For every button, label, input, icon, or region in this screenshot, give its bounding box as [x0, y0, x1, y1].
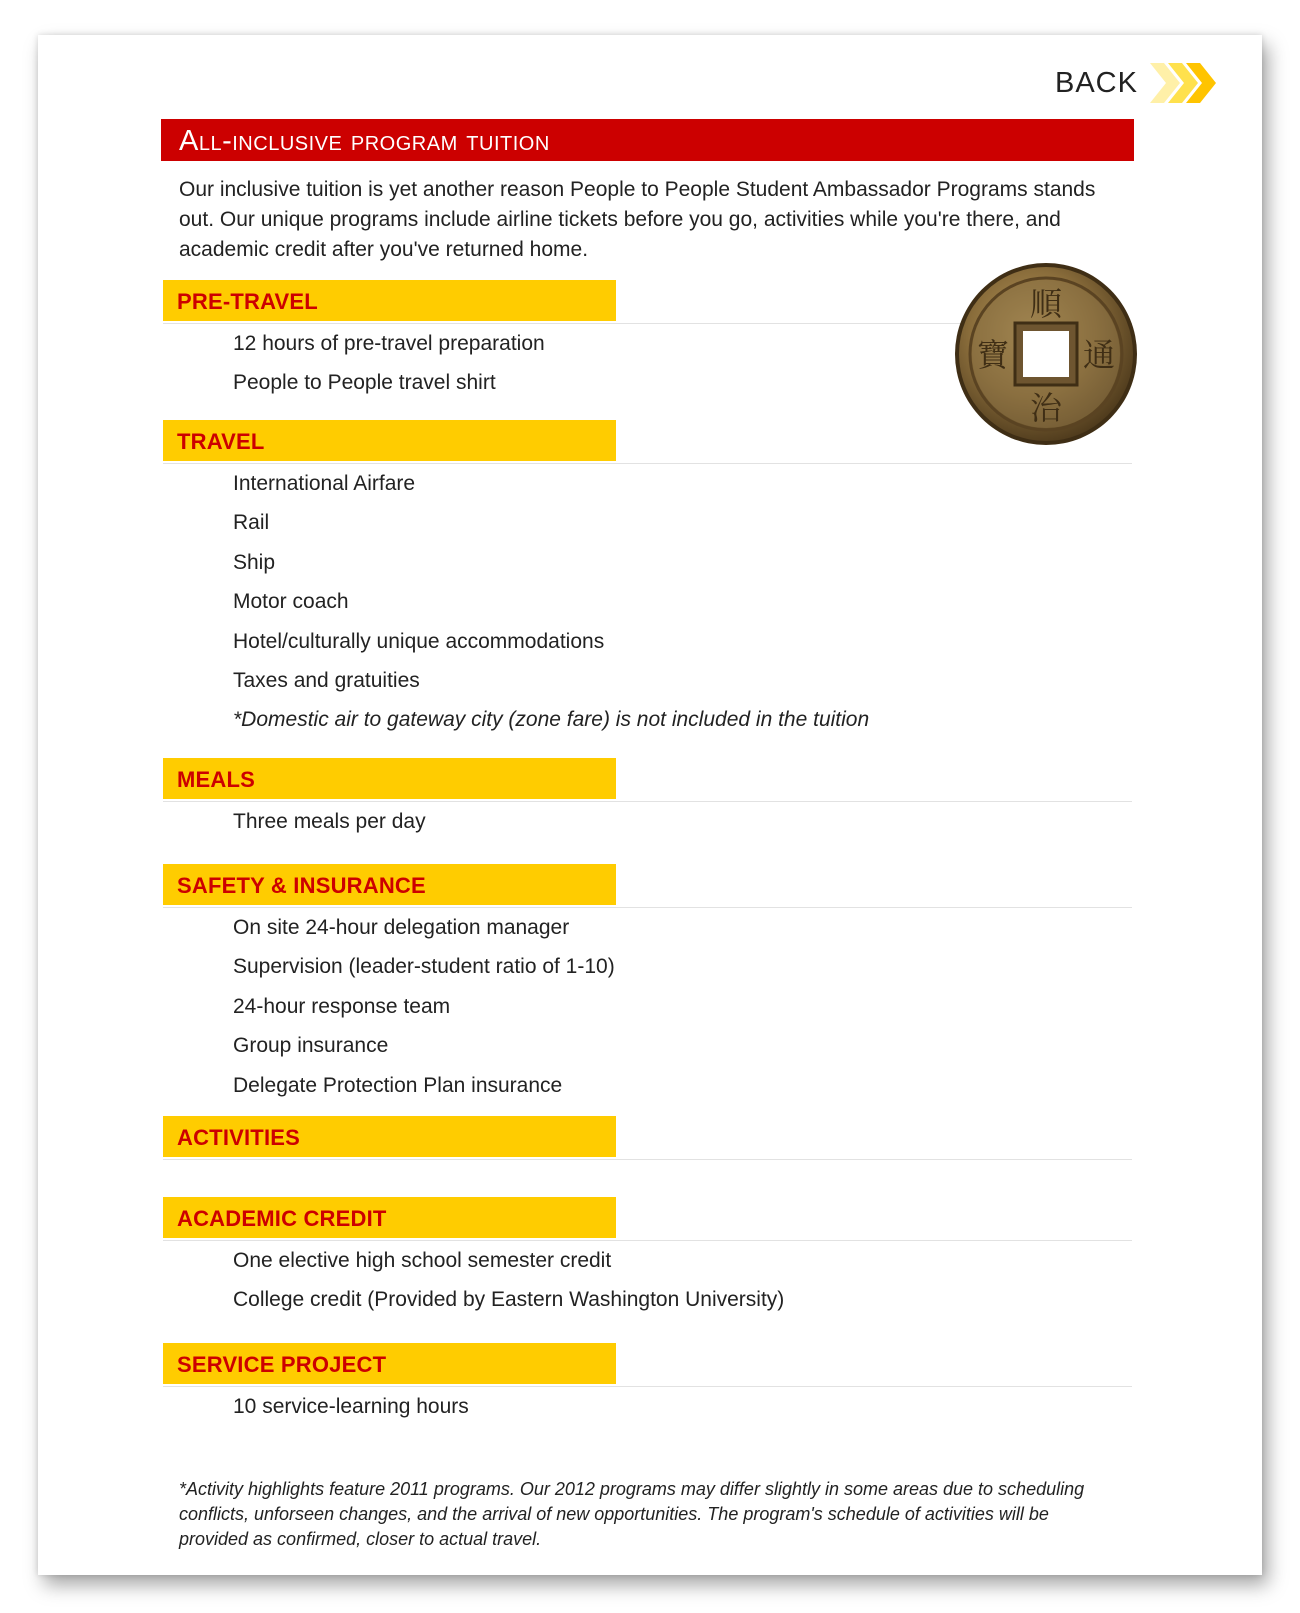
- list-item: International Airfare: [233, 472, 416, 495]
- section-items: [163, 1387, 1132, 1426]
- section-items: [163, 908, 1132, 1105]
- back-label: BACK: [1055, 66, 1138, 99]
- section-header: [163, 1343, 1132, 1387]
- list-item: Three meals per day: [233, 810, 426, 833]
- section-title: TRAVEL: [177, 429, 265, 454]
- section-header: [163, 758, 1132, 802]
- list-item: 24-hour response team: [233, 994, 451, 1018]
- section-items: [163, 1241, 1132, 1320]
- section-title: PRE-TRAVEL: [177, 289, 318, 314]
- list-item: 10 service-learning hours: [233, 1395, 469, 1418]
- list-item: Delegate Protection Plan insurance: [233, 1073, 563, 1097]
- section-safety-insurance: [163, 864, 1132, 1105]
- section-academic-credit: [163, 1197, 1132, 1320]
- list-item: Rail: [233, 511, 270, 535]
- list-item: 12 hours of pre-travel preparation: [233, 332, 545, 355]
- list-item: College credit (Provided by Eastern Washington University): [233, 1288, 785, 1312]
- list-item: Hotel/culturally unique accommodations: [233, 629, 605, 653]
- section-title: SAFETY & INSURANCE: [177, 873, 426, 898]
- footnote: *Activity highlights feature 2011 programs. Our 2012 programs may differ slightly in some areas due to scheduling conflicts, unforseen changes, and the arrival of new opportunities. The program's schedule of activities will be provided as confirmed, closer to actual travel.: [179, 1479, 1085, 1549]
- travel-note: *Domestic air to gateway city (zone fare) is not included in the tuition: [233, 708, 870, 732]
- section-service-project: [163, 1343, 1132, 1426]
- back-button[interactable]: [1055, 63, 1222, 103]
- intro-paragraph: Our inclusive tuition is yet another reason People to People Student Ambassador Programs stands out. Our unique programs include airline tickets before you go, activities while you're there, and academic credit after you've returned home.: [179, 178, 1096, 261]
- coin-char-left: 寶: [976, 336, 1010, 374]
- section-meals: [163, 758, 1132, 841]
- list-item: Group insurance: [233, 1034, 389, 1058]
- section-header: [163, 864, 1132, 908]
- section-items: [163, 464, 1132, 740]
- section-travel: [163, 420, 1132, 740]
- coin-char-top: 順: [1029, 285, 1063, 323]
- list-item: People to People travel shirt: [233, 371, 496, 395]
- list-item: Supervision (leader-student ratio of 1-10): [233, 955, 615, 979]
- chinese-coin-icon: [951, 259, 1141, 449]
- list-item: Ship: [233, 550, 276, 574]
- section-title: ACADEMIC CREDIT: [177, 1206, 387, 1231]
- title-banner: [161, 119, 1134, 161]
- chevron-right-icon: [1150, 61, 1222, 105]
- page-title: All-inclusive program tuition: [179, 125, 550, 157]
- section-title: ACTIVITIES: [177, 1125, 301, 1150]
- section-header: [163, 1116, 1132, 1160]
- section-title: SERVICE PROJECT: [177, 1352, 387, 1377]
- list-item: Motor coach: [233, 590, 349, 614]
- list-item: One elective high school semester credit: [233, 1249, 612, 1272]
- list-item: On site 24-hour delegation manager: [233, 916, 570, 939]
- list-item: Taxes and gratuities: [233, 668, 420, 692]
- coin-char-bottom: 治: [1029, 389, 1063, 427]
- section-items: [163, 802, 1132, 841]
- section-header: [163, 1197, 1132, 1241]
- section-activities: [163, 1116, 1132, 1160]
- brochure-page: [38, 35, 1262, 1575]
- section-title: MEALS: [177, 767, 255, 792]
- coin-char-right: 通: [1082, 336, 1116, 374]
